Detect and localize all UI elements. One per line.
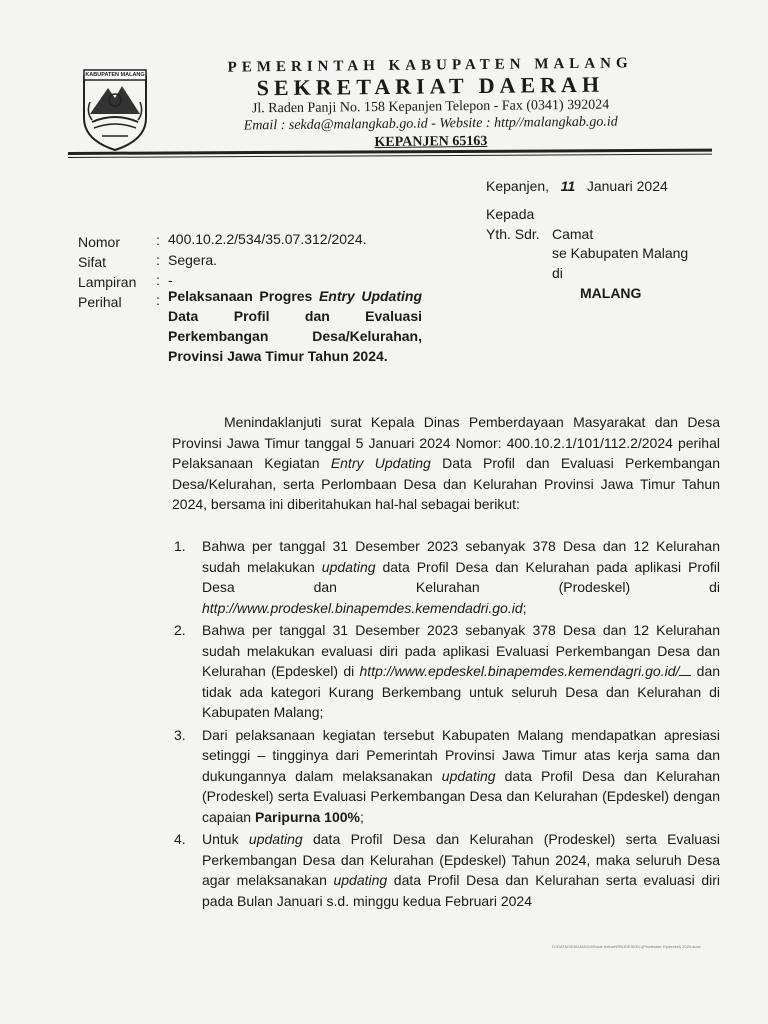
lampiran-colon: : bbox=[156, 272, 160, 288]
lampiran-label: Lampiran bbox=[78, 274, 137, 290]
perihal-subject bbox=[168, 286, 422, 366]
letterhead bbox=[190, 51, 671, 155]
list-item-italic: updating bbox=[333, 872, 388, 888]
sifat-colon: : bbox=[156, 252, 160, 268]
letterhead-government: PEMERINTAH KABUPATEN MALANG bbox=[227, 55, 633, 76]
letterhead-office: SEKRETARIAT DAERAH bbox=[256, 71, 605, 101]
letterhead-address: Jl. Raden Panji No. 158 Kepanjen Telepon - Fax (0341) 392024 bbox=[251, 97, 610, 117]
emblem-caption: KABUPATEN MALANG bbox=[85, 72, 145, 78]
list-item-number: 1. bbox=[174, 538, 186, 554]
list-item-number: 2. bbox=[174, 622, 186, 638]
yth-label: Yth. Sdr. bbox=[486, 226, 540, 242]
intro-part-1: Menindaklanjuti surat Kepala Dinas Pemberdayaan Masyarakat dan Desa Provinsi Jawa Timur tanggal 5 Januari 2024 Nomor: 400.10.2.1/101/112.2/2024 perihal Pelaksanaan Kegiatan bbox=[172, 414, 720, 471]
list-item-italic: updating bbox=[441, 767, 496, 784]
paripurna-score: Paripurna 100% bbox=[254, 808, 360, 825]
list-item-text: data Profil Desa dan Kelurahan serta evaluasi diri pada Bulan Januari s.d. minggu kedua Februari 2024 bbox=[202, 872, 721, 909]
epdeskel-url: http://www.epdeskel.binapemdes.kemendagri.go.id/ bbox=[359, 663, 680, 679]
recipient-line-2: se Kabupaten Malang bbox=[552, 245, 689, 261]
list-item-number: 4. bbox=[174, 831, 186, 847]
list-item-text: data Profil Desa dan Kelurahan (Prodeskel) serta Evaluasi Perkembangan Desa dan Kelurahan (Epdeskel) dengan capaian bbox=[202, 767, 721, 825]
place-date bbox=[486, 176, 668, 196]
recipient-line-1: Camat bbox=[552, 226, 594, 242]
list-item bbox=[172, 725, 720, 828]
place-label: Kepanjen, bbox=[486, 178, 550, 194]
sifat-value: Segera. bbox=[168, 252, 218, 268]
prodeskel-url: http://www.prodeskel.binapemdes.kemendadri.go.id bbox=[202, 599, 523, 616]
list-item-text: dan tidak ada kategori Kurang Berkembang untuk seluruh Desa dan Kelurahan di Kabupaten Malang; bbox=[202, 663, 721, 720]
list-item-text: data Profil Desa dan Kelurahan (Prodeskel) serta Evaluasi Perkembangan Desa dan Kelurahan (Epdeskel) Tahun 2024, maka seluruh Desa agar melaksanakan bbox=[202, 831, 720, 888]
list-item-italic: updating bbox=[248, 831, 303, 847]
perihal-label: Perihal bbox=[78, 294, 122, 310]
intro-part-2: Entry Updating bbox=[330, 455, 431, 471]
list-item bbox=[172, 620, 720, 723]
date-month-year: Januari 2024 bbox=[586, 178, 668, 194]
points-list bbox=[172, 536, 720, 913]
footer-file-path: D:\DATA\SEKDA\2024\Surat Keluar\PRODESKEL\(Prodeskel, Epdeskel) 2024.docx bbox=[552, 944, 701, 949]
list-item-text: ; bbox=[360, 808, 364, 825]
list-item-text: Bahwa per tanggal 31 Desember 2023 sebanyak 378 Desa dan 12 Kelurahan sudah melakukan bbox=[202, 538, 720, 575]
intro-part-3: Data Profil dan Evaluasi Perkembangan Desa/Kelurahan, serta Perlombaan Desa dan Kelurahan Provinsi Jawa Timur Tahun 2024, bersama ini diberitahukan hal-hal sebagai berikut: bbox=[172, 455, 720, 512]
list-item-number: 3. bbox=[174, 726, 186, 743]
list-item-text: Bahwa per tanggal 31 Desember 2023 sebanyak 378 Desa dan 12 Kelurahan sudah melakukan evaluasi diri pada aplikasi Evaluasi Perkembangan Desa dan Kelurahan (Epdeskel) di bbox=[202, 622, 720, 679]
recipient-city: MALANG bbox=[580, 285, 642, 301]
perihal-part-2: Entry Updating bbox=[318, 288, 422, 304]
letterhead-city: KEPANJEN 65163 bbox=[374, 133, 488, 151]
date-day: 11 bbox=[560, 178, 576, 194]
list-item-text: Dari pelaksanaan kegiatan tersebut Kabupaten Malang mendapatkan apresiasi setinggi – tingginya dari Pemerintah Provinsi Jawa Timur atas kerja sama dan dukungannya dalam melaksanakan bbox=[202, 726, 720, 784]
intro-paragraph bbox=[172, 412, 720, 515]
list-item bbox=[172, 536, 720, 618]
nomor-label: Nomor bbox=[78, 234, 121, 250]
list-item-text: ; bbox=[522, 599, 527, 616]
list-item-text: Untuk bbox=[202, 831, 239, 847]
nomor-value: 400.10.2.2/534/35.07.312/2024. bbox=[168, 231, 367, 247]
perihal-colon: : bbox=[156, 292, 160, 308]
list-item bbox=[172, 829, 720, 911]
di-label: di bbox=[552, 265, 563, 281]
lampiran-value: - bbox=[168, 272, 173, 288]
letterhead-contact: Email : sekda@malangkab.go.id - Website : http//malangkab.go.id bbox=[243, 114, 618, 134]
perihal-part-3: Data Profil dan Evaluasi Perkembangan Desa/Kelurahan, Provinsi Jawa Timur Tahun 2024. bbox=[168, 308, 422, 364]
kabupaten-malang-emblem-icon bbox=[80, 68, 150, 152]
underline-gap bbox=[679, 663, 691, 676]
nomor-colon: : bbox=[156, 232, 160, 248]
kepada-label: Kepada bbox=[486, 206, 535, 222]
list-item-italic: updating bbox=[321, 558, 376, 575]
perihal-part-1: Pelaksanaan Progres bbox=[168, 288, 313, 304]
sifat-label: Sifat bbox=[78, 254, 107, 270]
list-item-text: data Profil Desa dan Kelurahan pada aplikasi Profil Desa dan Kelurahan (Prodeskel) di bbox=[202, 558, 720, 595]
